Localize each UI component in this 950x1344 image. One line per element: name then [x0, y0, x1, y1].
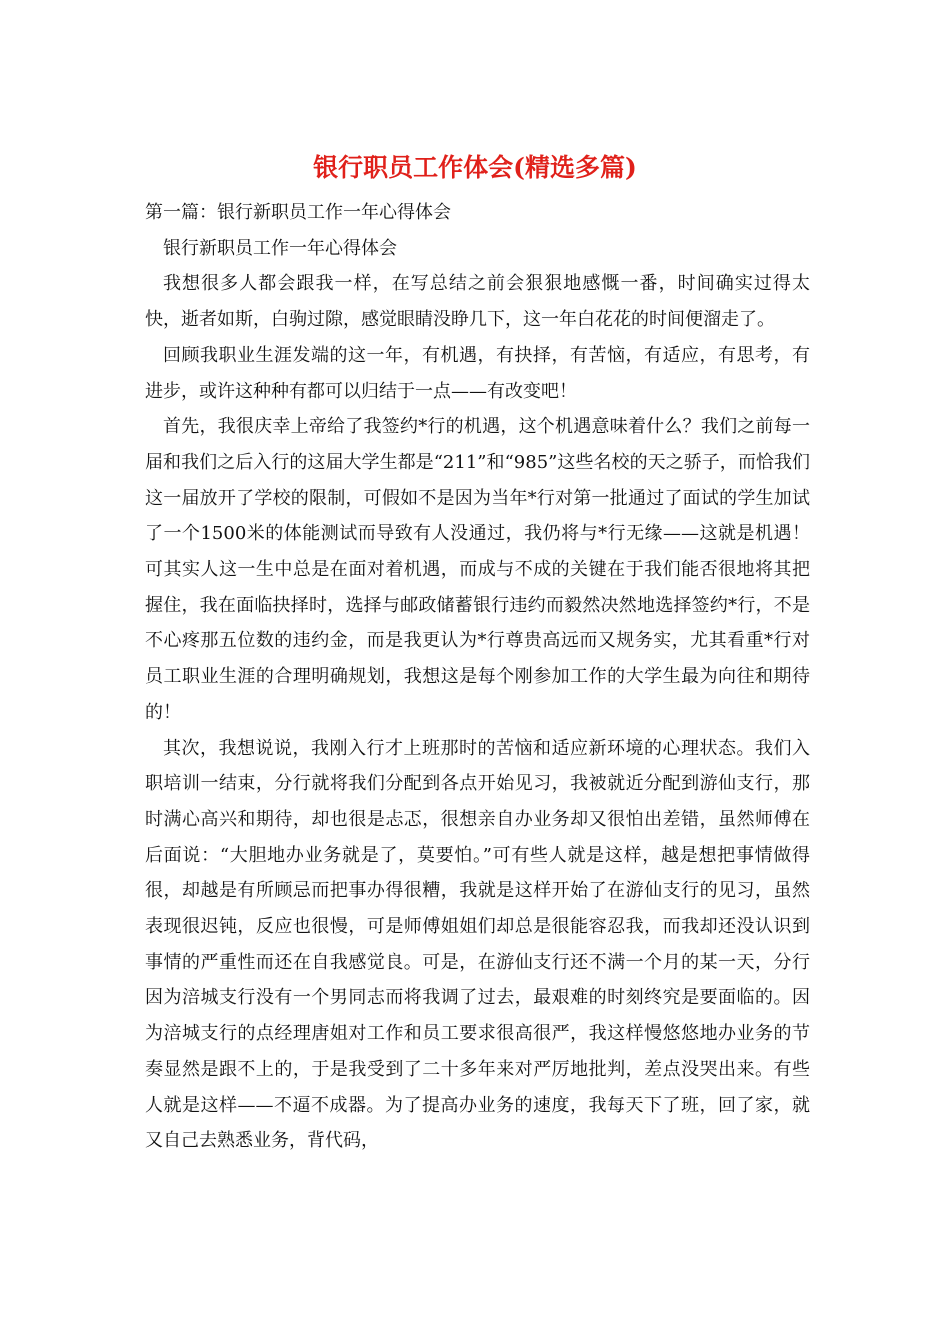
paragraph: 回顾我职业生涯发端的这一年，有机遇，有抉择，有苦恼，有适应，有思考，有进步，或许这种种有都可以归结于一点——有改变吧！: [145, 344, 810, 402]
paragraph: 我想很多人都会跟我一样，在写总结之前会狠狠地感慨一番，时间确实过得太快，逝者如斯，白驹过隙，感觉眼睛没睁几下，这一年白花花的时间便溜走了。: [145, 273, 810, 331]
section-heading: 第一篇：银行新职员工作一年心得体会: [145, 202, 451, 223]
paragraph: 其次，我想说说，我刚入行才上班那时的苦恼和适应新环境的心理状态。我们入职培训一结束，分行就将我们分配到各点开始见习，我被就近分配到游仙支行，那时满心高兴和期待，却也很是忐忑，很想亲自办业务却又很怕出差错，虽然师傅在后面说：“大胆地办业务就是了，莫要怕。”可有些人就是这样，越是想把事情做得很，却越是有所顾忌而把事办得很糟，我就是这样开始了在游仙支行的见习，虽然表现很迟钝，反应也很慢，可是师傅姐姐们却总是很能容忍我，而我却还没认识到事情的严重性而还在自我感觉良。可是，在游仙支行还不满一个月的某一天，分行因为涪城支行没有一个男同志而将我调了过去，最艰难的时刻终究是要面临的。因为涪城支行的点经理唐姐对工作和员工要求很高很严，我这样慢悠悠地办业务的节奏显然是跟不上的，于是我受到了二十多年来对严厉地批判，差点没哭出来。有些人就是这样——不逼不成器。为了提高办业务的速度，我每天下了班，回了家，就又自己去熟悉业务，背代码，: [145, 737, 810, 1152]
paragraph: 首先，我很庆幸上帝给了我签约*行的机遇，这个机遇意味着什么？我们之前每一届和我们之后入行的这届大学生都是“211”和“985”这些名校的天之骄子，而恰我们这一届放开了学校的限制，可假如不是因为当年*行对第一批通过了面试的学生加试了一个1500米的体能测试而导致有人没通过，我仍将与*行无缘——这就是机遇！可其实人这一生中总是在面对着机遇，而成与不成的关键在于我们能否很地将其把握住，我在面临抉择时，选择与邮政储蓄银行违约而毅然决然地选择签约*行，不是不心疼那五位数的违约金，而是我更认为*行尊贵高远而又规务实，尤其看重*行对员工职业生涯的合理明确规划，我想这是每个刚参加工作的大学生最为向往和期待的！: [145, 416, 810, 723]
document-title: 银行职员工作体会(精选多篇): [313, 153, 637, 182]
section-subtitle: 银行新职员工作一年心得体会: [163, 237, 397, 259]
document-body: [145, 195, 810, 1159]
